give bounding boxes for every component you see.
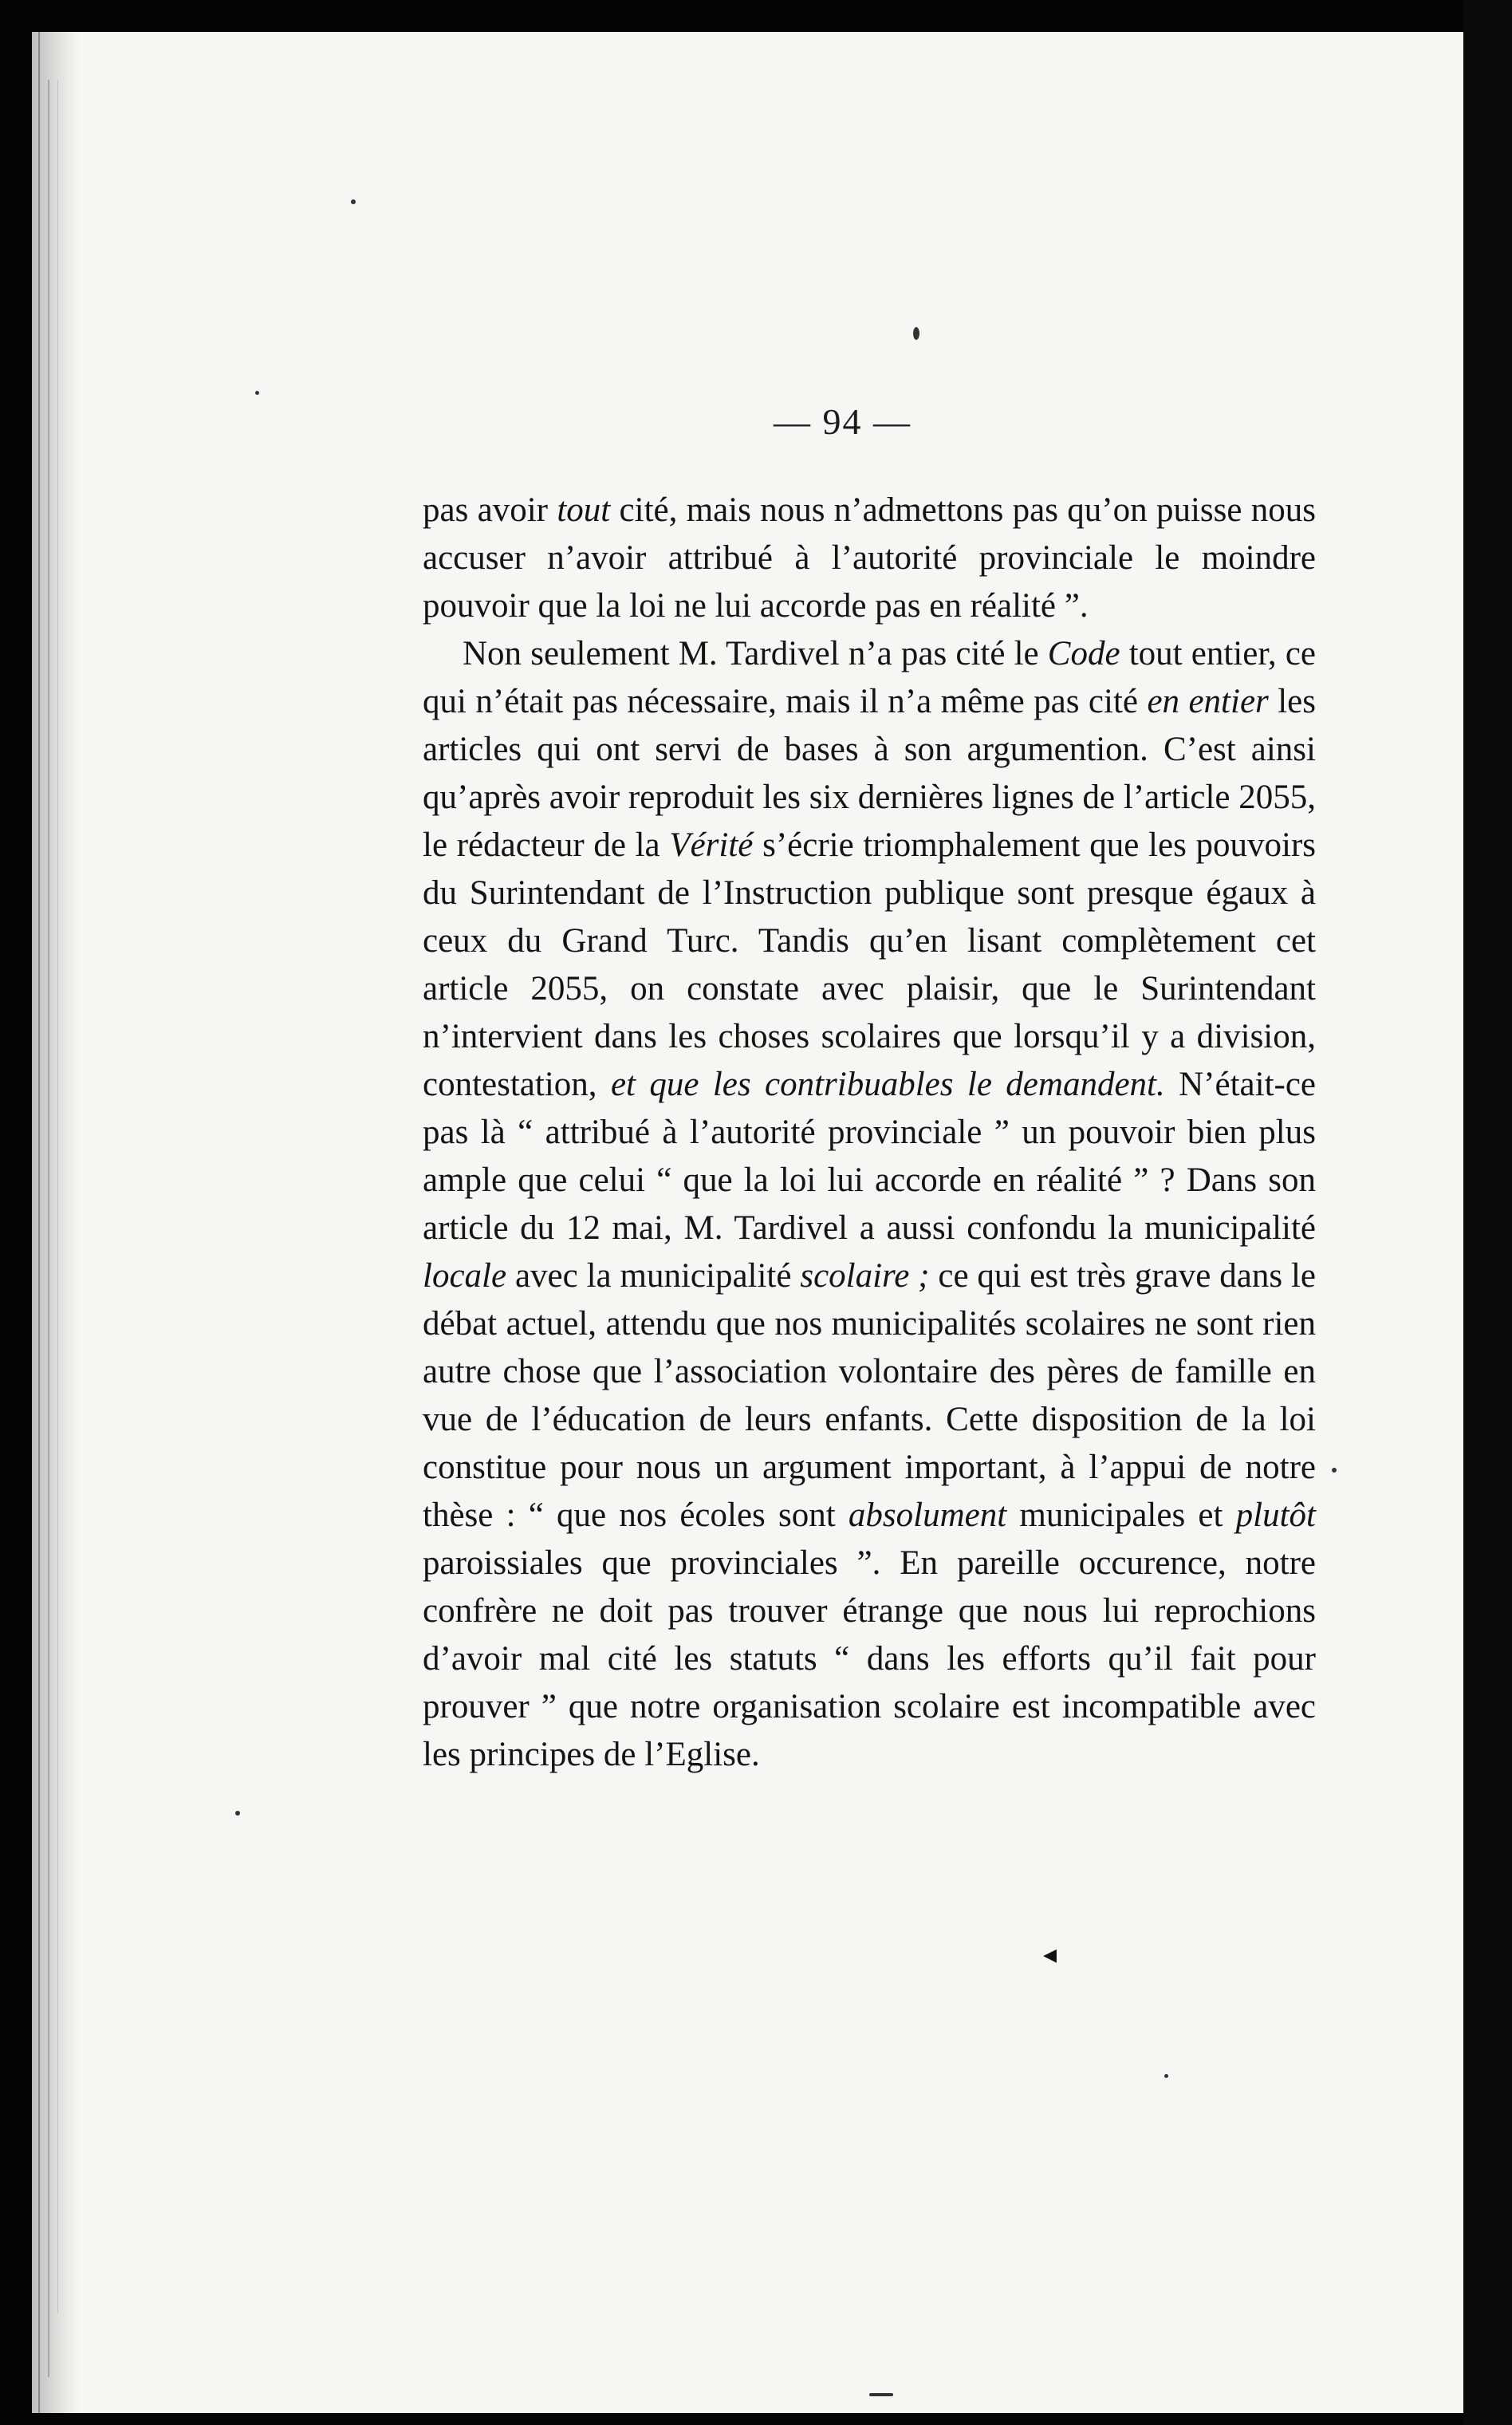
italic-text: et que les contribuables le demandent. [610, 1066, 1165, 1103]
scan-speck [869, 2393, 893, 2396]
italic-text: en entier [1147, 683, 1269, 720]
text-segment: cité, mais nous n’admettons pas qu’on puisse nous accuser n’avoir attribué à l’autorité provinciale le moindre pouvoir que la loi ne lui accorde pas en réalité ”. [423, 491, 1317, 625]
text-segment: paroissiales que provinciales ”. En pareille occurence, notre confrère ne doit pas trouver étrange que nous lui reprochions d’avoir mal cité les statuts “ dans les efforts qu’il fait pour prouver ” que notre organisation scolaire est incompatible avec les principes de l’Eglise. [423, 1544, 1316, 1773]
paragraph-p1 [423, 487, 1316, 630]
scan-speck [1332, 1468, 1337, 1473]
italic-text: plutôt [1235, 1496, 1316, 1534]
scan-speck [351, 199, 356, 204]
body-text [423, 487, 1316, 1779]
scan-border-right [1463, 0, 1512, 2425]
scan-speck [1164, 2074, 1168, 2078]
book-page [32, 32, 1463, 2413]
italic-text: tout [557, 491, 611, 529]
italic-text: scolaire ; [800, 1257, 930, 1295]
text-segment: pas avoir [423, 491, 557, 529]
text-segment: les articles qui ont servi de bases à son argumention. C’est ainsi qu’après avoir reproduit les six dernières lignes de l’article 2055, le rédacteur de la [423, 683, 1317, 864]
scan-speck [235, 1811, 240, 1816]
italic-text: absolument [848, 1496, 1007, 1534]
text-segment: s’écrie triomphalement que les pouvoirs du Surintendant de l’Instruction publique sont presque égaux à ceux du Grand Turc. Tandis qu’en lisant complètement cet article 2055, on constate avec plaisir, que le Surintendant n’intervient dans les choses scolaires que lorsqu’il y a division, contestation, [423, 826, 1317, 1103]
italic-text: Code [1047, 635, 1120, 672]
text-segment: municipales et [1006, 1496, 1236, 1534]
page-edge-line [48, 80, 49, 2377]
text-segment: N’était-ce pas là “ attribué à l’autorité provinciale ” un pouvoir bien plus ample que celui “ que la loi lui accorde en réalité ” ? Dans son article du 12 mai, M. Tardivel a aussi confondu la municipalité [423, 1066, 1317, 1247]
printer-mark-arrow: ◂ [1043, 1938, 1057, 1970]
scan-speck [255, 391, 259, 395]
page-number: — 94 — [774, 401, 912, 442]
italic-text: Vérité [669, 826, 754, 864]
scan-speck [913, 327, 919, 340]
italic-text: locale [423, 1257, 507, 1295]
page-edge-line [57, 80, 58, 2313]
text-segment: ce qui est très grave dans le débat actuel, attendu que nos municipalités scolaires ne sont rien autre chose que l’association volontaire des pères de famille en vue de l’éducation de leurs enfants. Cette disposition de la loi constitue pour nous un argument important, à l’appui de notre thèse : “ que nos écoles sont [423, 1257, 1316, 1534]
text-segment: tout entier, ce qui n’était pas nécessaire, mais il n’a même pas cité [423, 635, 1316, 720]
text-segment: avec la municipalité [506, 1257, 801, 1295]
page-edge-line [38, 32, 40, 2413]
paragraph-p2 [423, 630, 1316, 1779]
text-segment: Non seulement M. Tardivel n’a pas cité le [463, 635, 1048, 672]
